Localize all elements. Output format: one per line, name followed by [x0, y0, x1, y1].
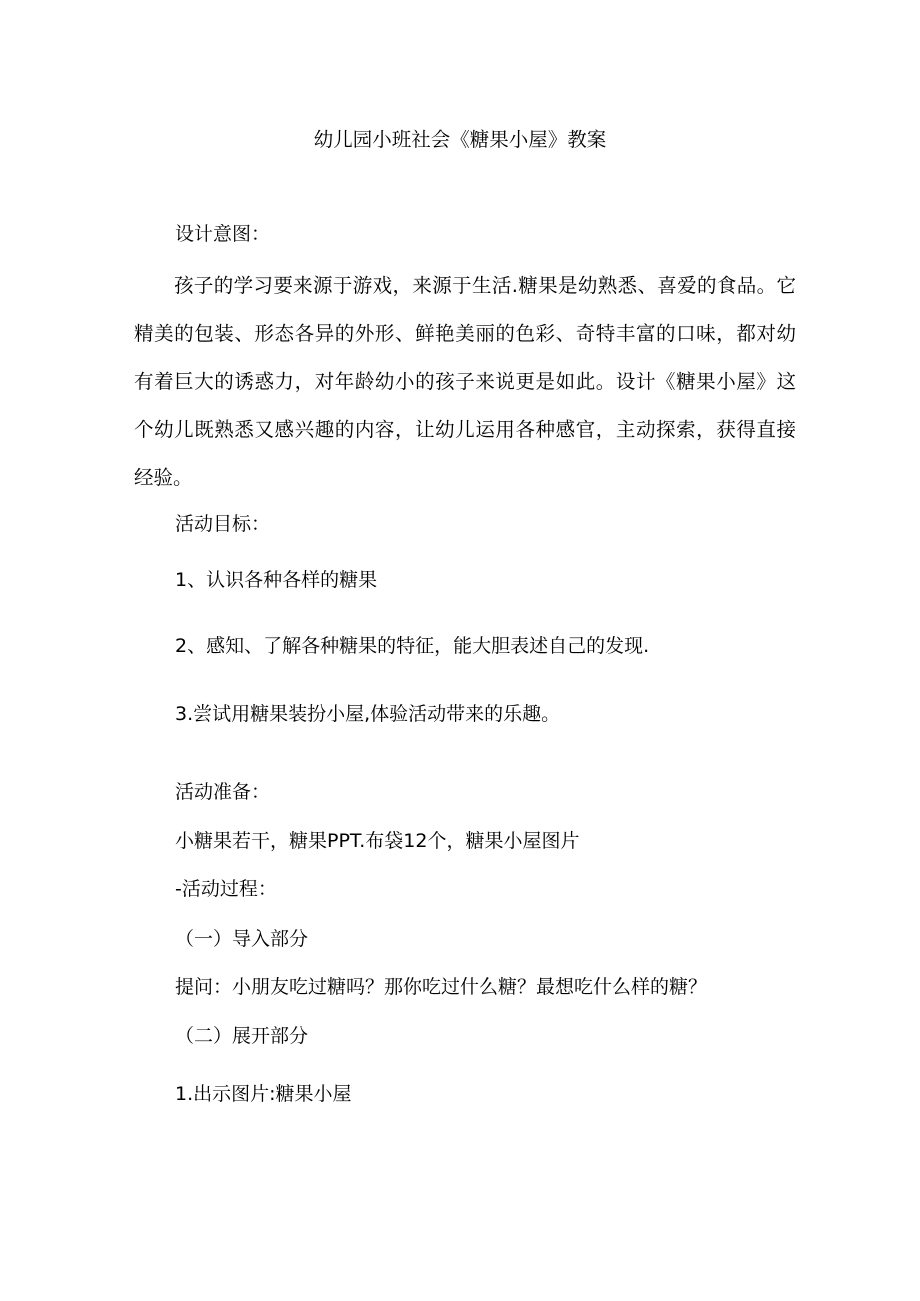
objective-item: 3.尝试用糖果装扮小屋,体验活动带来的乐趣。 [175, 703, 561, 725]
process-part1-heading: （一）导入部分 [175, 928, 309, 950]
design-intent-heading: 设计意图： [175, 223, 271, 245]
process-step-1: 1.出示图片:糖果小屋 [175, 1083, 352, 1105]
objective-item: 1、认识各种各样的糖果 [175, 569, 378, 591]
objective-item: 2、感知、了解各种糖果的特征，能大胆表述自己的发现. [175, 635, 650, 657]
preparation-heading: 活动准备： [175, 781, 271, 803]
process-heading: -活动过程： [175, 878, 277, 900]
process-part2-heading: （二）展开部分 [175, 1025, 309, 1047]
objectives-heading: 活动目标： [175, 513, 271, 535]
document-title: 幼儿园小班社会《糖果小屋》教案 [313, 128, 607, 151]
process-part1-question: 提问：小朋友吃过糖吗？那你吃过什么糖？最想吃什么样的糖？ [175, 976, 708, 998]
design-intent-paragraph: 孩子的学习要来源于游戏，来源于生活.糖果是幼熟悉、喜爱的食品。它精美的包装、形态各异的外形、鲜艳美丽的色彩、奇特丰富的口味，都对幼有着巨大的诱惑力，对年龄幼小的孩子来说更是如此。设计《糖果小屋》这个幼儿既熟悉又感兴趣的内容，让幼儿运用各种感官，主动探索，获得直接经验。 [134, 274, 796, 489]
preparation-text: 小糖果若干，糖果PPT.布袋12个，糖果小屋图片 [175, 830, 580, 852]
